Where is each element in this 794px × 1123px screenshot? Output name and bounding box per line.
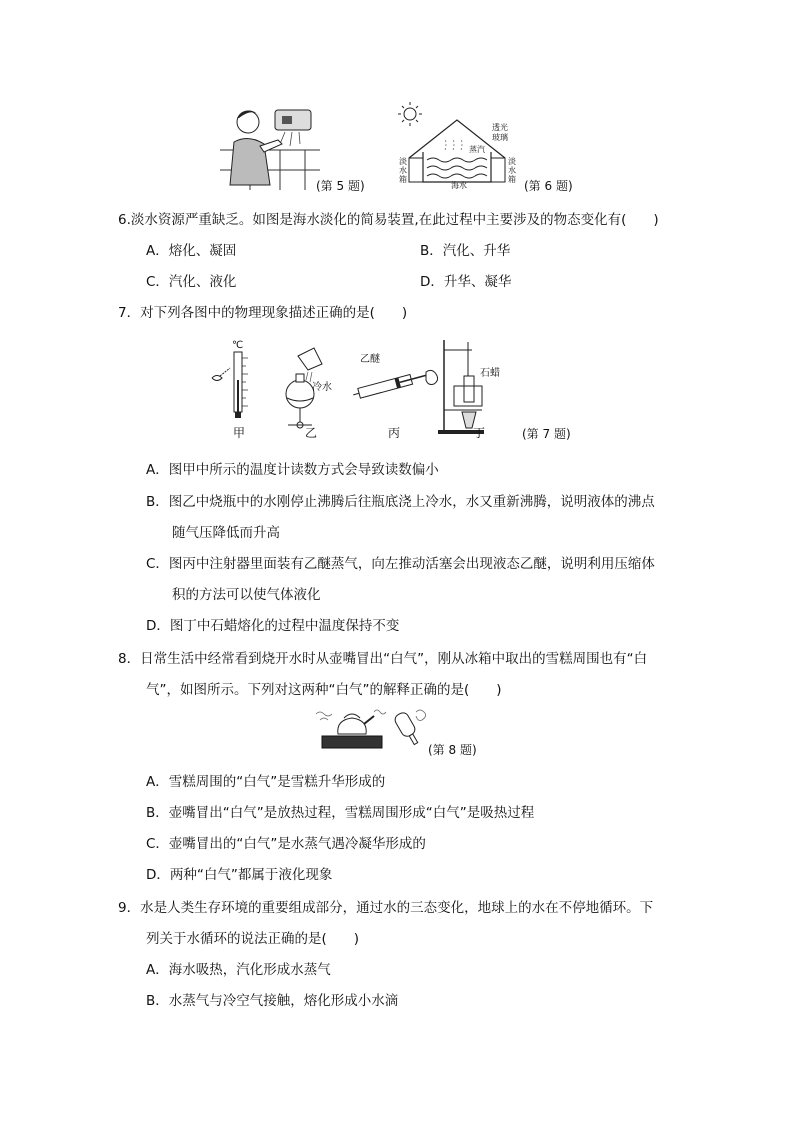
q9-stem-line2: 列关于水循环的说法正确的是( ): [146, 931, 360, 947]
eye-icon: [212, 368, 230, 381]
figure-7-label-yi: 乙: [305, 426, 318, 440]
q8-option-a: A．雪糕周围的“白气”是雪糕升华形成的: [146, 774, 386, 790]
right-tank-label-2: 水: [508, 166, 516, 175]
q8-stem-line1: 8．日常生活中经常看到烧开水时从壶嘴冒出“白气”，刚从冰箱中取出的雪糕周围也有“白: [118, 651, 648, 667]
q7-option-c-line2: 积的方法可以使气体液化: [172, 587, 321, 603]
figure-7-caption: (第 7 题): [522, 427, 571, 441]
figure-5: [220, 100, 320, 190]
q9-stem-line1: 9．水是人类生存环境的重要组成部分，通过水的三态变化，地球上的水在不停地循环。下: [118, 900, 654, 916]
q6-option-b: B．汽化、升华: [420, 243, 511, 259]
q9-option-a: A．海水吸热，汽化形成水蒸气: [146, 962, 331, 978]
glass-label-2: 玻璃: [492, 133, 508, 142]
celsius-symbol: ℃: [232, 340, 244, 351]
q8-option-d: D．两种“白气”都属于液化现象: [146, 867, 333, 883]
right-tank-label-1: 淡: [508, 157, 516, 166]
q6-option-c: C．汽化、液化: [146, 274, 237, 290]
q6-stem: 6.淡水资源严重缺乏。如图是海水淡化的简易装置,在此过程中主要涉及的物态变化有( ): [118, 212, 659, 228]
figure-7-label-ding: 丁: [473, 426, 486, 440]
figure-5-caption: (第 5 题): [316, 179, 365, 193]
ether-label: 乙醚: [360, 354, 380, 365]
figure-7-label-bing: 丙: [388, 426, 401, 440]
figure-6: [395, 100, 525, 190]
desalination-device-diagram: [395, 100, 525, 190]
figure-7-label-jia: 甲: [233, 426, 246, 440]
q8-option-b: B．壶嘴冒出“白气”是放热过程，雪糕周围形成“白气”是吸热过程: [146, 805, 535, 821]
q7-option-d: D．图丁中石蜡熔化的过程中温度保持不变: [146, 618, 400, 634]
hand-dryer-illustration: [220, 100, 320, 190]
figure-8-caption: (第 8 题): [428, 743, 477, 757]
q8-stem-line2: 气”，如图所示。下列对这两种“白气”的解释正确的是( ): [146, 682, 502, 698]
q7-option-b-line2: 随气压降低而升高: [172, 525, 280, 541]
q8-option-c: C．壶嘴冒出的“白气”是水蒸气遇冷凝华形成的: [146, 836, 426, 852]
q6-option-a: A．熔化、凝固: [146, 243, 237, 259]
kettle-and-popsicle-illustration: [312, 704, 432, 752]
q9-option-b: B．水蒸气与冷空气接触，熔化形成小水滴: [146, 993, 399, 1009]
sun-icon: [398, 102, 422, 126]
cold-water-label: 冷水: [312, 382, 332, 393]
glass-label-1: 透光: [492, 123, 508, 132]
right-tank-label-3: 箱: [508, 175, 516, 184]
q7-option-a: A．图甲中所示的温度计读数方式会导致读数偏小: [146, 462, 439, 478]
left-tank-label-3: 箱: [399, 175, 407, 184]
figure-8: [312, 704, 432, 752]
q7-option-c-line1: C．图丙中注射器里面装有乙醚蒸气，向左推动活塞会出现液态乙醚，说明利用压缩体: [146, 556, 655, 572]
q6-option-d: D．升华、凝华: [420, 274, 512, 290]
q7-stem: 7．对下列各图中的物理现象描述正确的是( ): [118, 305, 408, 321]
wax-label: 石蜡: [480, 368, 500, 379]
left-tank-label-2: 水: [399, 166, 407, 175]
left-tank-label-1: 淡: [399, 157, 407, 166]
q7-option-b-line1: B．图乙中烧瓶中的水刚停止沸腾后往瓶底浇上冷水，水又重新沸腾，说明液体的沸点: [146, 494, 655, 510]
vapor-label: 蒸汽: [469, 145, 485, 154]
figure-6-caption: (第 6 题): [524, 179, 573, 193]
seawater-label: 海水: [451, 181, 467, 190]
